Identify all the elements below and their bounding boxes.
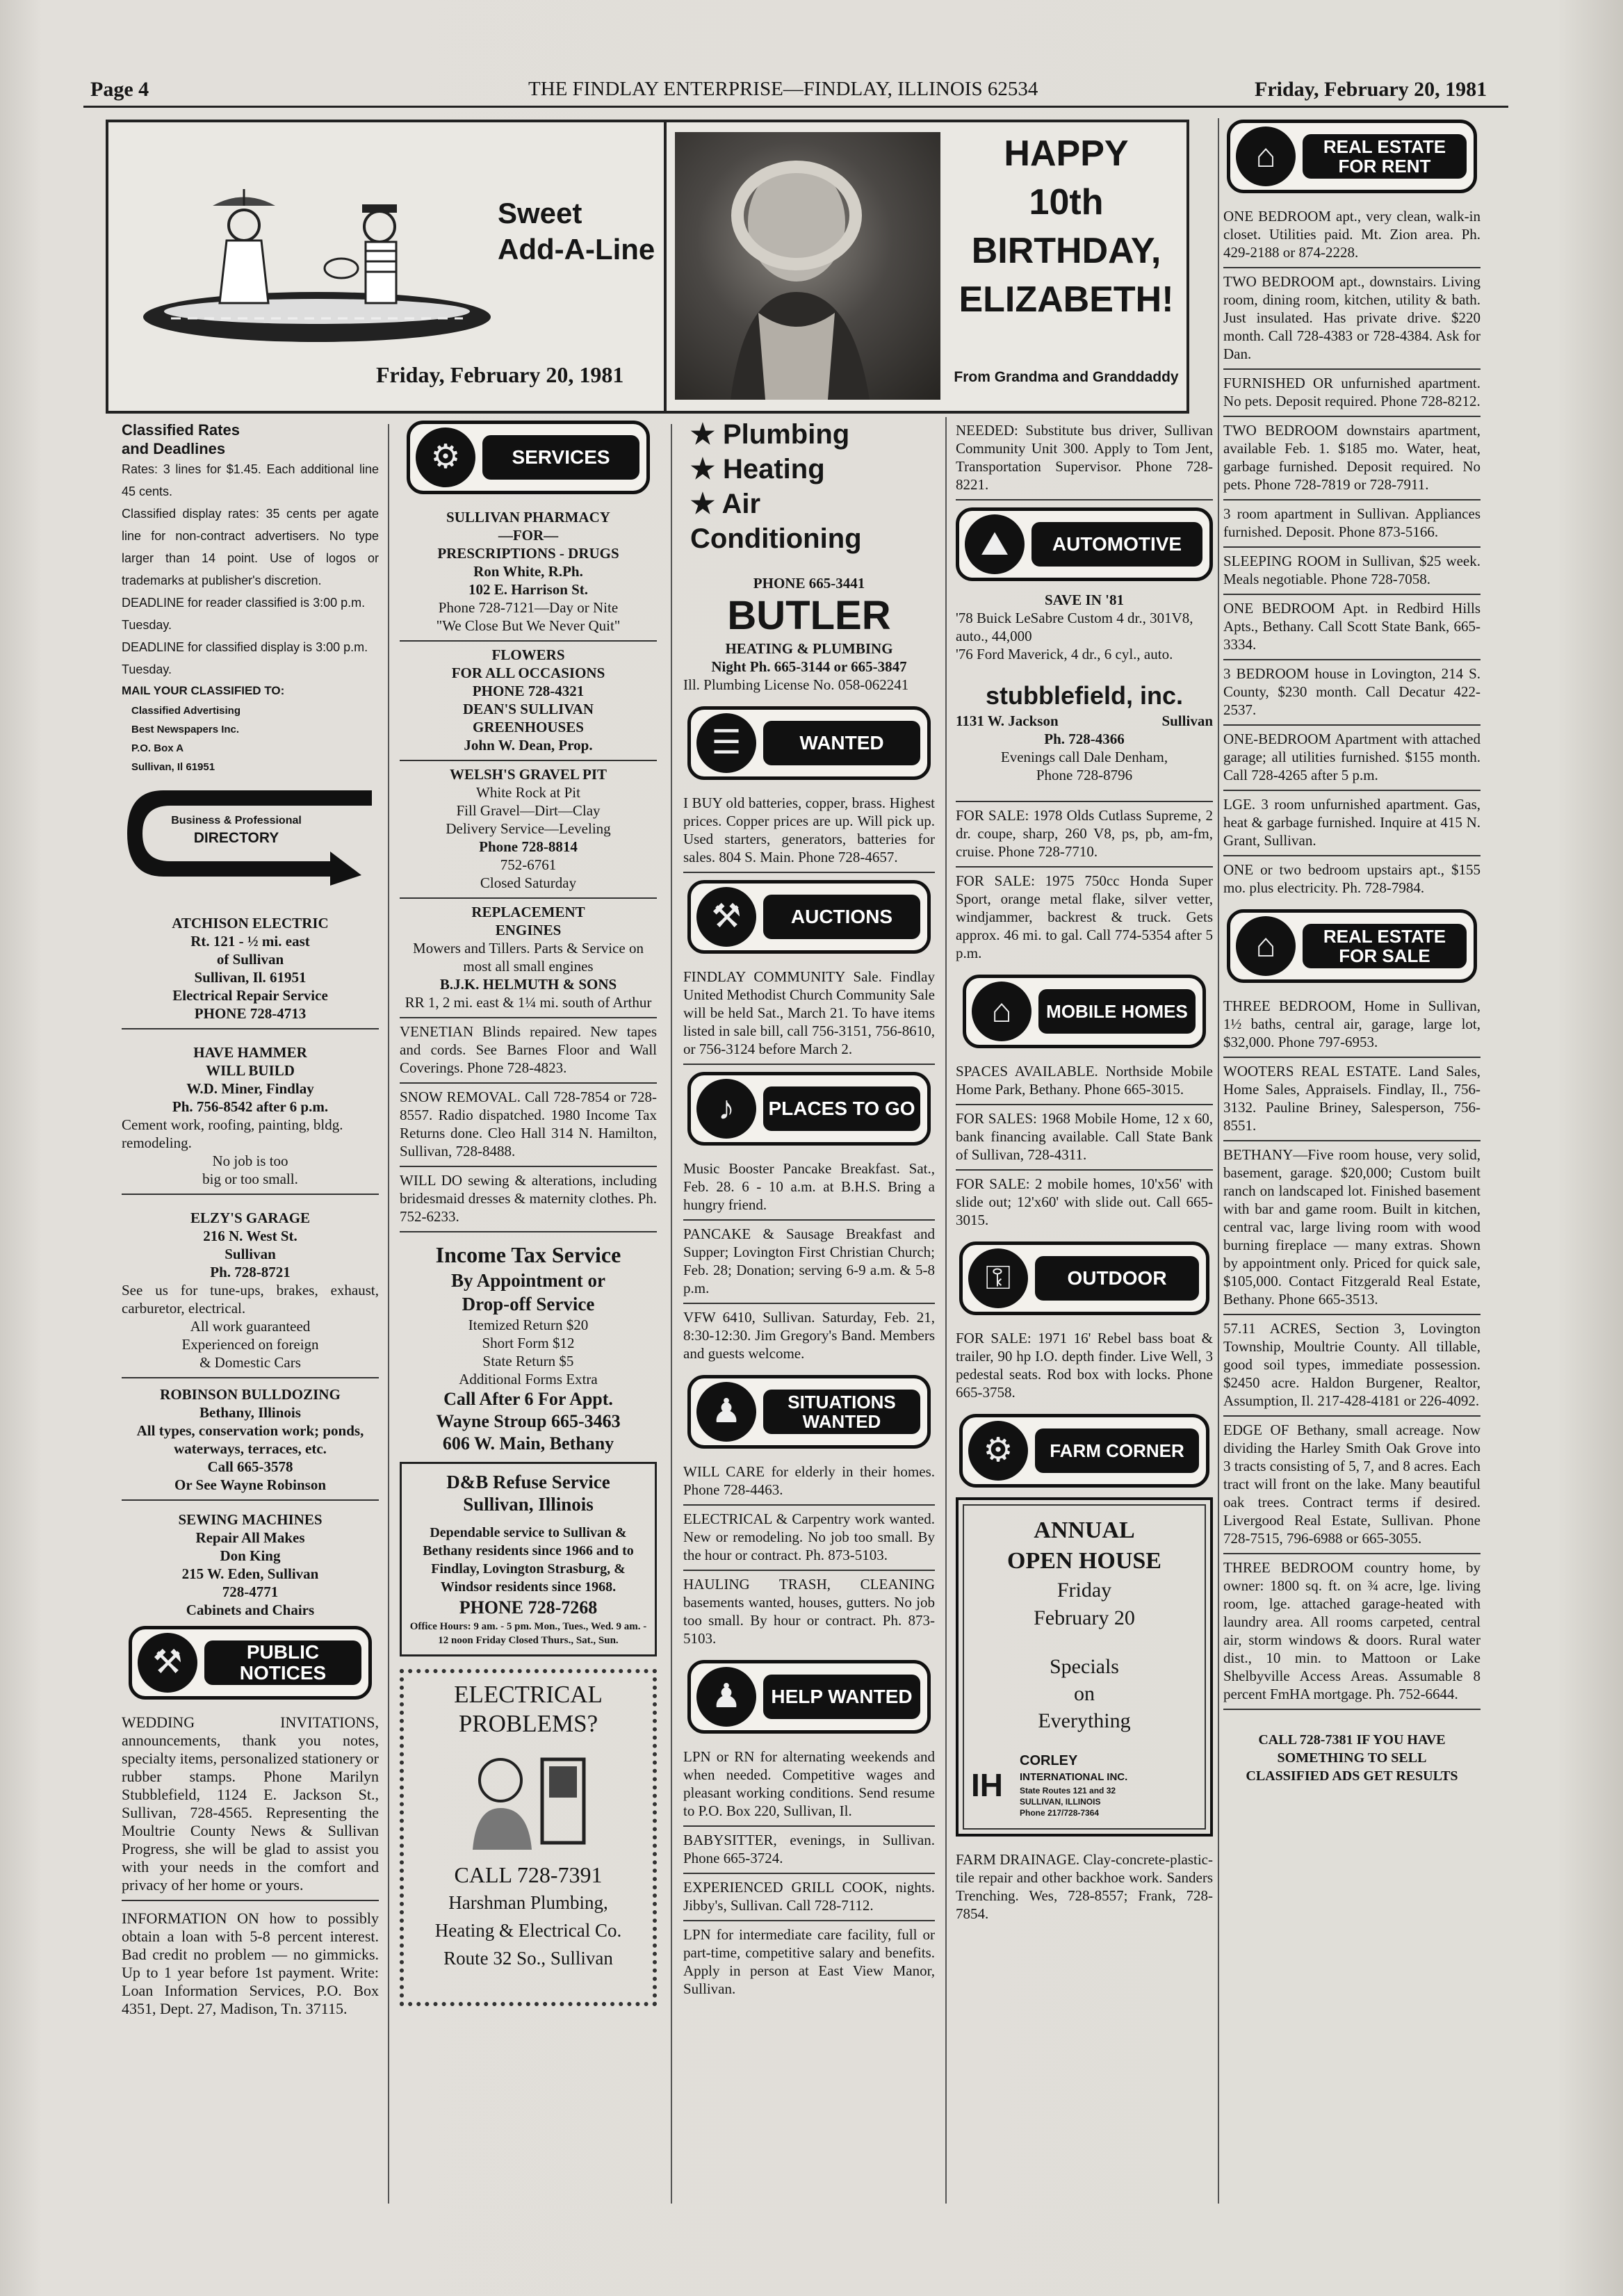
rates-title [122,421,379,458]
atchison-line-6: PHONE 728-4713 [194,1005,307,1022]
column-divider [671,424,672,2204]
child-photo-figure [675,132,940,400]
car-icon: ⛰ [965,514,1025,574]
sewing-line-3: Don King [220,1547,281,1564]
hammer-line-6: No job is too [212,1153,288,1169]
mail-line-2: Best Newspapers Inc. [131,724,240,735]
real-estate-rent-label: REAL ESTATE FOR RENT [1303,134,1467,179]
sale-ad-6: THREE BEDROOM country home, by owner: 1800 sq. ft. on ¾ acre, lge. living room, lge. attached garage-heated with laundry area. All rooms carpeted, central air, storm windows & doors. Rural water dist., 10 min. to Mattoon or Lake Shelbyville Access Areas. Assumable 8 percent FmHA mortgage. Ph. 752-6644. [1223,1554,1481,1710]
birthday-from: From Grandma and Granddaddy [954,369,1179,385]
places-to-go-label: PLACES TO GO [763,1086,920,1131]
house-icon: ⌂ [1236,127,1296,186]
wanted-label: WANTED [763,721,920,765]
welsh-line-6: 752-6761 [500,856,557,873]
olds-cutlass-ad: FOR SALE: 1978 Olds Cutlass Supreme, 2 dr. coupe, sharp, 260 V8, ps, pb, am-fm, cruise. Phone 728-7710. [956,801,1213,868]
refuse-line-1: D&B Refuse Service [446,1472,610,1492]
mail-title: MAIL YOUR CLASSIFIED TO: [122,684,285,697]
babysitter-ad: BABYSITTER, evenings, in Sullivan. Phone 665-3724. [683,1827,935,1874]
refuse-line-3: Dependable service to Sullivan & Bethany residents since 1966 and to Findlay, Lovington Strasburg, & Windsor residents since 1968. [423,1525,634,1595]
tax-line-5: Short Form $12 [482,1335,575,1351]
grill-cook-ad: EXPERIENCED GRILL COOK, nights. Jibby's, Sullivan. Call 728-7112. [683,1874,935,1921]
butler-line-4: Ill. Plumbing License No. 058-062241 [683,676,909,693]
electrical-problems-ad [400,1669,657,2006]
house-icon: ⌂ [1236,916,1296,976]
elec-line-2: PROBLEMS? [458,1710,598,1737]
situations-wanted-label: SITUATIONS WANTED [763,1390,920,1434]
spaces-available-ad: SPACES AVAILABLE. Northside Mobile Home Park, Bethany. Phone 665-3015. [956,1058,1213,1105]
pharmacy-line-1: SULLIVAN PHARMACY [446,509,610,526]
mobile-homes-header [963,975,1206,1048]
child-photo [675,132,940,400]
public-notices-label: PUBLIC NOTICES [204,1640,361,1685]
sale-ad-1: THREE BEDROOM, Home in Sullivan, 1½ baths, central air, garage, large lot, $32,000. Phone 797-6953. [1223,993,1481,1058]
welsh-line-1: WELSH'S GRAVEL PIT [449,766,607,783]
elderly-care-ad: WILL CARE for elderly in their homes. Phone 728-4463. [683,1458,935,1506]
real-estate-rent-header [1227,120,1477,193]
wanted-header [687,706,931,780]
plumbing-label: Plumbing [722,419,850,450]
two-mobile-homes-ad: FOR SALE: 2 mobile homes, 10'x56' with slide out; 12'x60' with slide out. Call 665-3015. [956,1175,1213,1228]
engines-line-5: RR 1, 2 mi. east & 1¼ mi. south of Arthur [405,994,652,1011]
atchison-line-2: Rt. 121 - ½ mi. east [190,933,310,950]
flowers-line-1: FLOWERS [491,646,565,663]
findlay-community-sale-ad: FINDLAY COMMUNITY Sale. Findlay United Methodist Church Community Sale will be held Sat., March 21. To have items listed in sale bill, call 756-3151, 756-8610, or 756-3124 before March 2. [683,963,935,1065]
atchison-line-4: Sullivan, Il. 61951 [194,969,307,986]
elec-line-3: CALL 728-7391 [454,1862,603,1887]
directory-label-1: Business & Professional [171,815,302,827]
column-2 [400,421,657,2006]
elec-line-5: Heating & Electrical Co. [434,1920,622,1941]
stubblefield-address [956,712,1213,730]
refuse-line-4: PHONE 728-7268 [459,1597,598,1618]
sewing-line-5: 728-4771 [222,1583,279,1600]
rates-title-2: and Deadlines [122,440,226,457]
butler-name: BUTLER [727,593,891,638]
stubblefield-evenings: Evenings call Dale Denham, [1000,749,1168,765]
sale-ad-3: BETHANY—Five room house, very solid, basement, garage. $20,000; Custom built ranch on landscaped lot. Finished basement with bar and game room. Built in kitchen, central vac, large living room with wood burning fireplace — many extras. Shown by appointment only. Priced for quick sale, $105,000. Contact Fitzgerald Real Estate, Bethany. Phone 665-3513. [1223,1141,1481,1315]
services-label: SERVICES [482,435,639,480]
people-icon: ♟ [696,1382,756,1442]
welsh-line-3: Fill Gravel—Dirt—Clay [456,802,601,819]
corley-line-1: CORLEY [1020,1753,1078,1768]
auctions-label: AUCTIONS [763,895,920,939]
carpentry-ad: ELECTRICAL & Carpentry work wanted. New or remodeling. No job too small. By the hour or contract. Ph. 873-5103. [683,1506,935,1571]
robinson-line-5: Or See Wayne Robinson [174,1476,327,1493]
ac-line [690,487,935,556]
batteries-ad: I BUY old batteries, copper, brass. Highest prices. Copper prices are up. Will pick up. Used starters, generators, batteries for sales. 804 S. Main. Phone 728-4657. [683,790,935,873]
bus-driver-ad: NEEDED: Substitute bus driver, Sullivan Community Unit 300. Apply to Tom Jent, Transportation Supervisor. Phone 728-8221. [956,417,1213,500]
lpn-intermediate-ad: LPN for intermediate care facility, full or part-time, competitive salary and benefits. Apply in person at East View Manor, Sullivan. [683,1926,935,1997]
star-icon: ★ [690,489,722,519]
rent-ad-3: FURNISHED OR unfurnished apartment. No pets. Deposit required. Phone 728-8212. [1223,370,1481,417]
save-heading: SAVE IN '81 [1045,592,1124,608]
refuse-line-2: Sullivan, Illinois [463,1494,594,1515]
farm-corner-label: FARM CORNER [1035,1428,1199,1473]
heating-label: Heating [722,454,825,485]
gavel-icon: ⚒ [696,887,756,947]
real-estate-sale-label: REAL ESTATE FOR SALE [1303,924,1467,968]
atchison-line-5: Electrical Repair Service [172,987,328,1004]
honda-ad: FOR SALE: 1975 750cc Honda Super Sport, orange metal flake, silver vetter, windjammer, backrest & truck. Gets approx. 46 mi. to gal. Call 774-5354 after 5 p.m. [956,872,1213,961]
farm-corner-header [959,1414,1209,1488]
music-booster-ad: Music Booster Pancake Breakfast. Sat., Feb. 28. 6 - 10 a.m. at B.H.S. Bring a hungry friend. [683,1155,935,1221]
corley-line-5: Phone 217/728-7364 [1020,1808,1100,1818]
flowers-line-4: DEAN'S SULLIVAN [462,701,594,717]
birthday-headline [952,129,1181,324]
rent-ad-6: SLEEPING ROOM in Sullivan, $25 week. Meals negotiable. Phone 728-7058. [1223,548,1481,595]
deadline-reader: DEADLINE for reader classified is 3:00 p.m. Tuesday. [122,596,366,632]
ac-label: Air Conditioning [690,489,862,554]
snow-removal-ad: SNOW REMOVAL. Call 728-7854 or 728-8557. Radio dispatched. 1980 Income Tax Returns done. Cleo Hall 314 N. Hamilton, Sullivan, 728-8488. [400,1084,657,1167]
call-line-2: SOMETHING TO SELL [1277,1750,1427,1766]
music-note-icon: ♪ [696,1079,756,1139]
column-4 [956,417,1213,1928]
gavel-icon: ⚒ [138,1633,197,1693]
butler-line-3: Night Ph. 665-3144 or 665-3847 [711,658,907,675]
corley-details [1020,1752,1127,1818]
open-house-line-6: on [1074,1682,1095,1705]
sewing-alterations-ad: WILL DO sewing & alterations, including bridesmaid dresses & maternity clothes. Ph. 752-6233. [400,1167,657,1232]
issue-date: Friday, February 20, 1981 [1255,78,1487,101]
welsh-line-5: Phone 728-8814 [479,838,578,855]
auctions-header [687,880,931,954]
elzy-line-8: & Domestic Cars [199,1354,301,1371]
flowers-line-3: PHONE 728-4321 [472,683,585,699]
call-line-1: CALL 728-7381 IF YOU HAVE [1258,1732,1446,1748]
elzy-line-7: Experienced on foreign [181,1336,319,1353]
mail-line-4: Sullivan, Il 61951 [131,761,215,773]
outdoor-label: OUTDOOR [1035,1256,1199,1301]
robinson-bulldozing-ad [122,1381,379,1501]
engines-line-1: REPLACEMENT [471,904,585,920]
tax-line-1: Income Tax Service [435,1242,621,1267]
elzy-line-4: Ph. 728-8721 [210,1264,291,1280]
flowers-line-6: John W. Dean, Prop. [464,737,593,754]
welshs-gravel-pit-ad [400,761,657,899]
engines-line-2: ENGINES [495,922,562,938]
sewing-line-2: Repair All Makes [195,1529,305,1546]
sale-ad-5: EDGE OF Bethany, small acreage. Now dividing the Harley Smith Oak Grove into 3 tracts consisting of 5, 7, and 8 acres. Each tract will front on the lake. Many beautiful oak trees. Contract terms if desired. Livergood Real Estate, Sullivan. Phone 728-7515, 796-6988 or 665-3055. [1223,1417,1481,1554]
automotive-label: AUTOMOTIVE [1031,522,1202,567]
masthead-rule [83,106,1508,108]
butler-line-2: HEATING & PLUMBING [725,640,893,657]
directory-label-2: DIRECTORY [193,830,279,846]
sewing-line-4: 215 W. Eden, Sullivan [181,1565,319,1582]
stubblefield-phone: Ph. 728-4366 [1044,731,1125,747]
rent-ad-7: ONE BEDROOM Apt. in Redbird Hills Apts., Bethany. Call Scott State Bank, 665-3334. [1223,595,1481,660]
stubblefield-evening-phone: Phone 728-8796 [1036,767,1133,783]
deadline-display: DEADLINE for classified display is 3:00 p.m. Tuesday. [122,640,368,676]
income-tax-ad [400,1241,657,1455]
pharmacy-line-6: Phone 728-7121—Day or Nite [438,599,619,616]
birthday-line-3: BIRTHDAY, [971,231,1161,271]
promo-date: Friday, February 20, 1981 [376,362,624,387]
db-refuse-ad [400,1462,657,1656]
robinson-line-3: All types, conservation work; ponds, waterways, terraces, etc. [136,1422,364,1457]
hammer-line-1: HAVE HAMMER [193,1044,307,1061]
canoe-couple-illustration [129,185,505,352]
loan-information-ad: INFORMATION ON how to possibly obtain a loan with 5-8 percent interest. Bad credit no problem — no gimmicks. Up to 1 year before 1st payment. Write: Loan Information Services, P.O. Box 4351, Dept. 27, Madison, Tn. 37115. [122,1910,379,2017]
real-estate-sale-header [1227,909,1477,983]
mobile-home-1968-ad: FOR SALES: 1968 Mobile Home, 12 x 60, bank financing available. Call State Bank of Sullivan, 728-4311. [956,1105,1213,1171]
pharmacy-line-2: —FOR— [498,527,559,544]
heating-line [690,452,935,487]
promo-title-2: Add-A-Line [498,233,655,266]
pharmacy-line-3: PRESCRIPTIONS - DRUGS [437,545,619,562]
corley-line-2: INTERNATIONAL INC. [1020,1771,1128,1783]
flowers-line-5: GREENHOUSES [473,719,584,735]
star-icon: ★ [690,419,723,450]
stubblefield-name: stubblefield, inc. [985,681,1184,710]
tax-line-8: Call After 6 For Appt. [443,1389,613,1409]
person-icon: ♟ [696,1667,756,1727]
hammer-line-3: W.D. Miner, Findlay [186,1080,314,1097]
call-line-3: CLASSIFIED ADS GET RESULTS [1246,1768,1458,1784]
automotive-header [956,507,1213,581]
pharmacy-line-7: "We Close But We Never Quit" [436,617,621,634]
elzy-line-1: ELZY'S GARAGE [190,1210,311,1226]
flowers-ad [400,642,657,761]
column-divider [388,424,389,2204]
tennis-racket-icon: ⚿ [968,1248,1028,1308]
replacement-engines-ad [400,899,657,1018]
column-1 [122,421,379,2024]
refuse-line-5: Office Hours: 9 am. - 5 pm. Mon., Tues., Wed. 9 am. - 12 noon Friday Closed Thurs., Sat., Sun. [409,1621,647,1646]
plumbing-line [690,417,935,452]
rent-ad-9: ONE-BEDROOM Apartment with attached garage; all utilities furnished. $155 month. Call 728-4265 after 5 p.m. [1223,726,1481,791]
tax-line-6: State Return $5 [482,1353,574,1369]
stubblefield-street: 1131 W. Jackson [956,713,1059,729]
mail-address [122,701,379,776]
tax-line-10: 606 W. Main, Bethany [442,1433,614,1454]
robinson-line-2: Bethany, Illinois [199,1404,301,1421]
add-a-line-promo [106,120,667,414]
rent-ad-8: 3 BEDROOM house in Lovington, 214 S. County, $230 month. Call Decatur 422-2537. [1223,660,1481,726]
open-house-line-7: Everything [1038,1709,1131,1732]
plumbing-heading [683,417,935,556]
tax-line-9: Wayne Stroup 665-3463 [436,1411,621,1431]
open-house-line-1: ANNUAL [1034,1517,1135,1543]
rent-ad-10: LGE. 3 room unfurnished apartment. Gas, heat & garbage furnished. Inquire at 415 N. Grant, Sullivan. [1223,791,1481,856]
tax-line-3: Drop-off Service [462,1294,595,1314]
rent-ad-2: TWO BEDROOM apt., downstairs. Living room, dining room, kitchen, utility & bath. Just insulated. Has private drive. $220 month. Call 728-4383 or 728-4384. Ask for Dan. [1223,268,1481,370]
pharmacy-line-4: Ron White, R.Ph. [473,563,583,580]
plumber-illustration [459,1745,598,1850]
bass-boat-ad: FOR SALE: 1971 16' Rebel bass boat & trailer, 90 hp I.O. depth finder. Live Well, 3 pedestal seats. Rod box with locks. Phone 665-3758. [956,1330,1213,1401]
tax-line-4: Itemized Return $20 [468,1317,589,1333]
hammer-line-7: big or too small. [202,1171,298,1187]
mail-line-3: P.O. Box A [131,742,184,754]
hammer-line-2: WILL BUILD [206,1062,295,1079]
save-in-81-ad [956,591,1213,784]
elzy-line-5: See us for tune-ups, brakes, exhaust, carburetor, electrical. [122,1282,379,1317]
elzy-line-3: Sullivan [225,1246,276,1262]
butler-phone: PHONE 665-3441 [753,575,865,592]
elzys-garage-ad [122,1205,379,1378]
welsh-line-7: Closed Saturday [480,874,577,891]
open-house-line-3: Friday [1057,1579,1112,1602]
robinson-line-1: ROBINSON BULLDOZING [160,1386,341,1403]
rent-ad-1: ONE BEDROOM apt., very clean, walk-in closet. Utilities paid. Mt. Zion area. Ph. 429-2188 or 874-2228. [1223,203,1481,268]
situations-wanted-header [687,1375,931,1449]
open-house-inner [963,1504,1206,1830]
atchison-line-1: ATCHISON ELECTRIC [172,915,329,931]
rent-ad-11: ONE or two bedroom upstairs apt., $155 mo. plus electricity. Ph. 728-7984. [1223,861,1481,896]
welsh-line-4: Delivery Service—Leveling [446,820,611,837]
lpn-rn-ad: LPN or RN for alternating weekends and when needed. Competitive wages and pleasant working conditions. Send resume to P.O. Box 220, Sullivan, Il. [683,1743,935,1827]
outdoor-header [959,1241,1209,1315]
sewing-line-1: SEWING MACHINES [178,1511,323,1528]
welsh-line-2: White Rock at Pit [476,784,580,801]
birthday-ad [664,120,1189,414]
services-header [407,421,650,494]
column-5 [1223,118,1481,1785]
atchison-line-3: of Sullivan [216,951,284,968]
venetian-blinds-ad: VENETIAN Blinds repaired. New tapes and cords. See Barnes Floor and Wall Coverings. Phone 728-4823. [400,1018,657,1084]
elec-line-6: Route 32 So., Sullivan [443,1948,613,1969]
wedding-invitations-ad: WEDDING INVITATIONS, announcements, thank you notes, specialty items, personalized stationery or rubber stamps. Phone Marilyn Stubblefield, 1124 E. Jackson St., Sullivan, 728-4565. Representing the Moultrie County News & Sullivan Progress, she will be glad to assist you with your needs in the comfort and privacy of her home or yours. [122,1709,379,1901]
newspaper-name: THE FINDLAY ENTERPRISE—FINDLAY, ILLINOIS 62534 [528,78,1038,100]
engines-line-4: B.J.K. HELMUTH & SONS [439,976,617,993]
open-house-line-2: OPEN HOUSE [1007,1548,1161,1574]
birthday-line-1: HAPPY [1004,133,1129,174]
engines-line-3: Mowers and Tillers. Parts & Service on most all small engines [413,940,644,975]
rates-text: Rates: 3 lines for $1.45. Each additional line 45 cents. [122,462,379,498]
mobile-home-icon: ⌂ [972,982,1031,1041]
pharmacy-line-5: 102 E. Harrison St. [468,581,589,598]
birthday-line-2: 10th [1029,182,1104,222]
rent-ad-4: TWO BEDROOM downstairs apartment, available Feb. 1. $185 mo. Water, heat, garbage furnished. Deposit required. No pets. Phone 728-7819 or 728-7911. [1223,417,1481,500]
public-notices-header [129,1626,372,1700]
butler-ad [683,556,935,699]
column-divider [1218,118,1219,2204]
help-wanted-label: HELP WANTED [763,1675,920,1719]
stubblefield-city: Sullivan [1161,713,1213,729]
places-to-go-header [687,1072,931,1146]
tax-line-2: By Appointment or [450,1270,606,1291]
column-3 [683,417,935,2003]
vfw-ad: VFW 6410, Sullivan. Saturday, Feb. 21, 8:30-12:30. Jim Gregory's Band. Members and guests welcome. [683,1309,935,1362]
call-to-sell-ad [1223,1731,1481,1785]
have-hammer-ad [122,1039,379,1195]
rates-title-1: Classified Rates [122,421,240,439]
farm-drainage-ad: FARM DRAINAGE. Clay-concrete-plastic-tile repair and other backhoe work. Sanders Trenching. Wes, 728-8557; Frank, 728-7854. [956,1851,1213,1922]
directory-banner [122,785,379,889]
buick-line: '78 Buick LeSabre Custom 4 dr., 301V8, auto., 44,000 [956,610,1193,644]
elzy-line-6: All work guaranteed [190,1318,311,1335]
flowers-line-2: FOR ALL OCCASIONS [451,665,605,681]
help-wanted-header [687,1660,931,1734]
sale-ad-2: WOOTERS REAL ESTATE. Land Sales, Home Sales, Appraisels. Findlay, Il., 756-3132. Pauline Briney, Salesperson, 756-8551. [1223,1058,1481,1141]
corley-open-house-ad [956,1497,1213,1837]
sewing-machines-ad [122,1511,379,1619]
wrench-icon: ⚙ [416,428,475,487]
rent-ad-5: 3 room apartment in Sullivan. Appliances furnished. Deposit. Phone 873-5166. [1223,500,1481,548]
elec-line-4: Harshman Plumbing, [448,1892,608,1913]
ladder-icon: ☰ [696,713,756,773]
promo-title-1: Sweet [498,197,582,229]
sale-ad-4: 57.11 ACRES, Section 3, Lovington Township, Moultrie County. All tillable, good soil types, immediate possession. $2450 acre. Haldon Burgener, Realtor, Assumption, Il. 217-428-4181 or 226-4092. [1223,1315,1481,1417]
mail-line-1: Classified Advertising [131,705,240,717]
birthday-line-4: ELIZABETH! [959,279,1174,320]
tax-line-7: Additional Forms Extra [459,1371,598,1387]
ih-logo-icon: IH [971,1767,1003,1803]
sewing-line-6: Cabinets and Chairs [186,1602,315,1618]
open-house-line-4: February 20 [1034,1606,1135,1629]
hammer-line-5: Cement work, roofing, painting, bldg. remodeling. [122,1116,343,1151]
column-divider [945,417,947,2204]
corley-line-3: State Routes 121 and 32 [1020,1786,1116,1796]
elzy-line-2: 216 N. West St. [203,1228,297,1244]
robinson-line-4: Call 665-3578 [207,1458,293,1475]
tractor-icon: ⚙ [968,1421,1028,1481]
pancake-breakfast-ad: PANCAKE & Sausage Breakfast and Supper; Lovington First Christian Church; Feb. 28; Donation; serving 6-9 a.m. & 5-8 p.m. [683,1221,935,1304]
mobile-homes-label: MOBILE HOMES [1038,989,1196,1034]
ford-line: '76 Ford Maverick, 4 dr., 6 cyl., auto. [956,646,1173,662]
display-rates-text: Classified display rates: 35 cents per agate line for non-contract advertisers. No type larger than 14 point. Use of logos or trademarks at publisher's discretion. [122,507,379,587]
sullivan-pharmacy-ad [400,504,657,642]
hauling-trash-ad: HAULING TRASH, CLEANING basements wanted, houses, gutters. No job too small. By hour or contract. Ph. 873-5103. [683,1576,935,1647]
corley-line-4: SULLIVAN, ILLINOIS [1020,1797,1101,1807]
open-house-line-5: Specials [1050,1655,1119,1678]
star-icon: ★ [690,454,723,485]
hammer-line-4: Ph. 756-8542 after 6 p.m. [172,1098,329,1115]
corley-logo-block [971,1752,1198,1818]
elec-line-1: ELECTRICAL [454,1681,603,1708]
page-number: Page 4 [90,78,149,101]
atchison-electric-ad [122,910,379,1029]
